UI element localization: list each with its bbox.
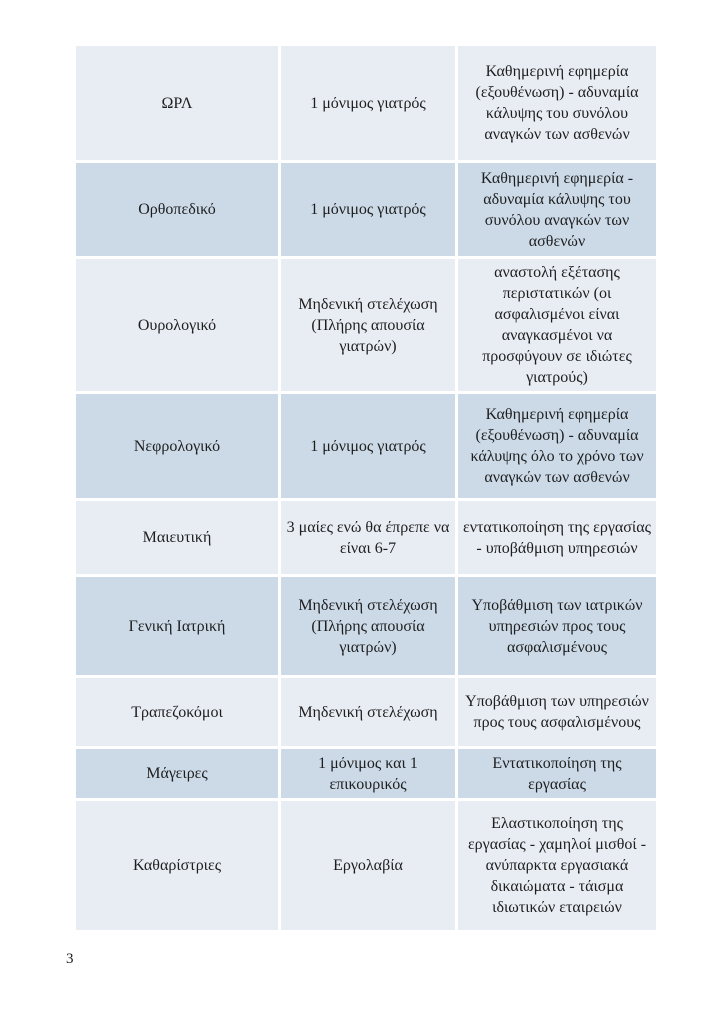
table-row — [76, 801, 656, 930]
staffing-cell: Εργολαβία — [281, 801, 455, 930]
table-row — [76, 394, 656, 498]
specialty-cell: Τραπεζοκόμοι — [76, 678, 278, 746]
impact-cell: αναστολή εξέτασης περιστατικών (οι ασφαλισμένοι είναι αναγκασμένοι να προσφύγουν σε ιδιώτες γιατρούς) — [458, 259, 656, 391]
specialty-cell: Νεφρολογικό — [76, 394, 278, 498]
staffing-cell: 3 μαίες ενώ θα έπρεπε να είναι 6-7 — [281, 501, 455, 574]
page-number: 3 — [66, 951, 74, 967]
staffing-cell: Μηδενική στελέχωση — [281, 678, 455, 746]
table-row — [76, 577, 656, 675]
specialty-cell: Γενική Ιατρική — [76, 577, 278, 675]
staffing-cell: 1 μόνιμος γιατρός — [281, 46, 455, 160]
table-row — [76, 46, 656, 160]
specialty-cell: ΩΡΛ — [76, 46, 278, 160]
table-row — [76, 163, 656, 256]
staffing-cell: Μηδενική στελέχωση (Πλήρης απουσία γιατρών) — [281, 259, 455, 391]
specialty-cell: Ορθοπεδικό — [76, 163, 278, 256]
impact-cell: Ελαστικοποίηση της εργασίας - χαμηλοί μισθοί - ανύπαρκτα εργασιακά δικαιώματα - τάισμα ιδιωτικών εταιρειών — [458, 801, 656, 930]
specialty-cell: Ουρολογικό — [76, 259, 278, 391]
staffing-cell: Μηδενική στελέχωση (Πλήρης απουσία γιατρών) — [281, 577, 455, 675]
table-row — [76, 749, 656, 798]
impact-cell: Καθημερινή εφημερία (εξουθένωση) - αδυναμία κάλυψης του συνόλου αναγκών των ασθενών — [458, 46, 656, 160]
staffing-cell: 1 μόνιμος γιατρός — [281, 394, 455, 498]
impact-cell: Καθημερινή εφημερία - αδυναμία κάλυψης του συνόλου αναγκών των ασθενών — [458, 163, 656, 256]
table-row — [76, 501, 656, 574]
impact-cell: Εντατικοποίηση της εργασίας — [458, 749, 656, 798]
specialty-cell: Μαιευτική — [76, 501, 278, 574]
table-row — [76, 678, 656, 746]
impact-cell: Καθημερινή εφημερία (εξουθένωση) - αδυναμία κάλυψης όλο το χρόνο των αναγκών των ασθενών — [458, 394, 656, 498]
staffing-cell: 1 μόνιμος γιατρός — [281, 163, 455, 256]
specialty-cell: Καθαρίστριες — [76, 801, 278, 930]
specialty-cell: Μάγειρες — [76, 749, 278, 798]
staffing-cell: 1 μόνιμος και 1 επικουρικός — [281, 749, 455, 798]
impact-cell: εντατικοποίηση της εργασίας - υποβάθμιση υπηρεσιών — [458, 501, 656, 574]
table-row — [76, 259, 656, 391]
impact-cell: Υποβάθμιση των ιατρικών υπηρεσιών προς τους ασφαλισμένους — [458, 577, 656, 675]
staffing-table — [73, 43, 659, 933]
impact-cell: Υποβάθμιση των υπηρεσιών προς τους ασφαλισμένους — [458, 678, 656, 746]
